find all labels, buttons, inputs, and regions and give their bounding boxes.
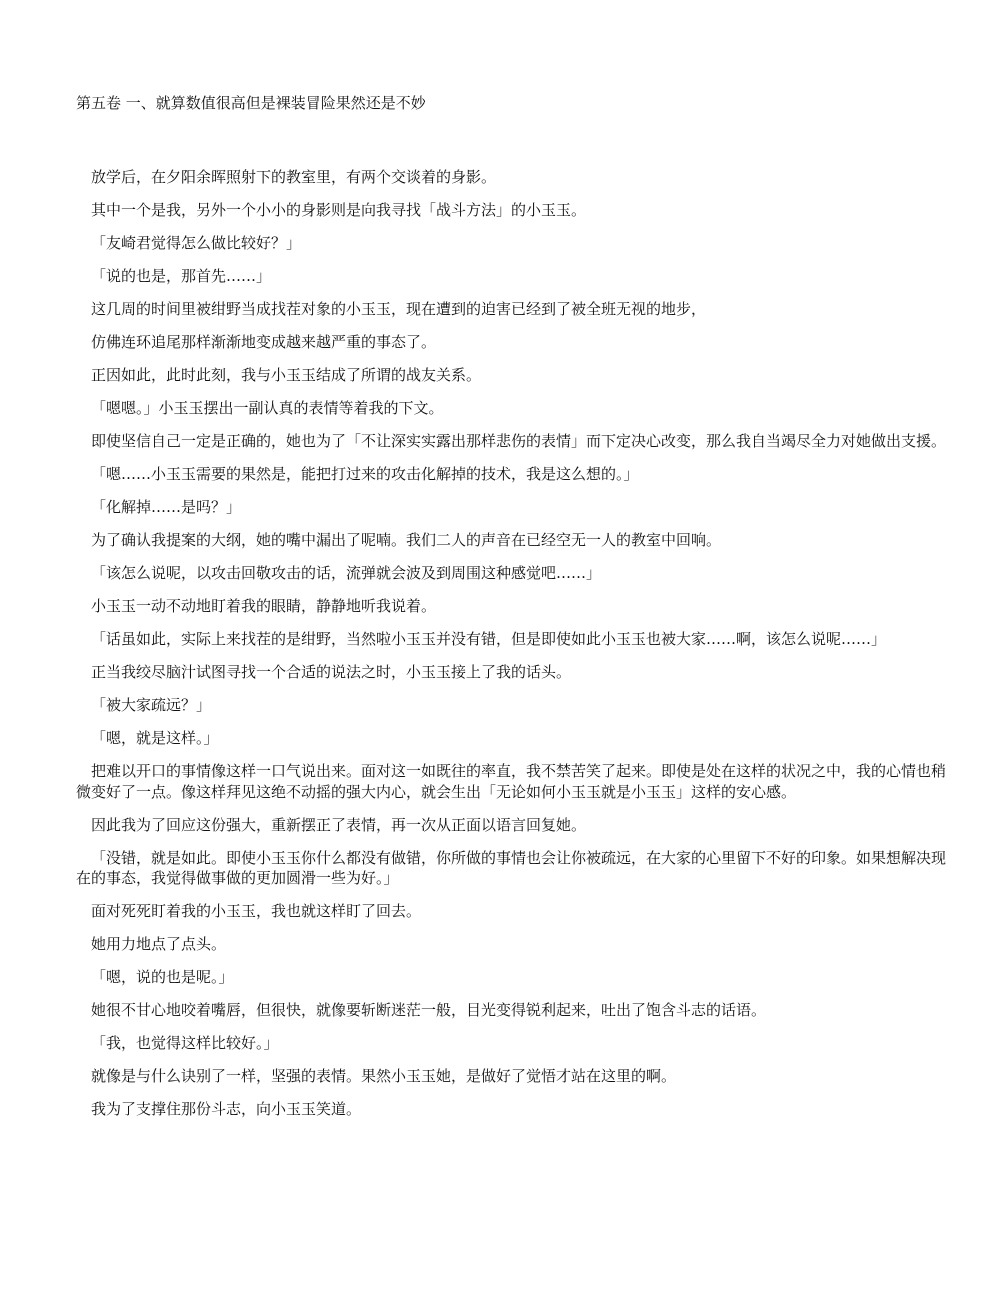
paragraph: 「嗯嗯。」小玉玉摆出一副认真的表情等着我的下文。 (91, 399, 444, 417)
paragraph: 即使坚信自己一定是正确的，她也为了「不让深实实露出那样悲伤的表情」而下定决心改变，那么我自当竭尽全力对她做出支援。 (91, 432, 947, 450)
chapter-title: 第五卷 一、就算数值很高但是裸装冒险果然还是不妙 (76, 94, 426, 112)
paragraph: 她用力地点了点头。 (91, 935, 227, 953)
paragraph: 「被大家疏远？」 (91, 696, 212, 714)
paragraph: 「嗯，就是这样。」 (91, 729, 219, 747)
paragraph: 放学后，在夕阳余晖照射下的教室里，有两个交谈着的身影。 (91, 168, 497, 186)
paragraph: 「化解掉……是吗？」 (91, 498, 242, 516)
paragraph: 因此我为了回应这份强大，重新摆正了表情，再一次从正面以语言回复她。 (91, 815, 587, 834)
paragraph: 仿佛连环追尾那样渐渐地变成越来越严重的事态了。 (91, 333, 437, 351)
paragraph: 「我，也觉得这样比较好。」 (91, 1034, 279, 1052)
paragraph: 「说的也是，那首先……」 (91, 267, 272, 285)
paragraph: 她很不甘心地咬着嘴唇，但很快，就像要斩断迷茫一般，目光变得锐利起来，吐出了饱含斗志的话语。 (91, 1001, 767, 1019)
paragraph: 正因如此，此时此刻，我与小玉玉结成了所谓的战友关系。 (91, 366, 482, 384)
paragraph: 「友崎君觉得怎么做比较好？」 (91, 234, 302, 252)
paragraph: 「嗯……小玉玉需要的果然是，能把打过来的攻击化解掉的技术，我是这么想的。」 (91, 465, 639, 483)
paragraph: 就像是与什么诀别了一样，坚强的表情。果然小玉玉她，是做好了觉悟才站在这里的啊。 (91, 1067, 677, 1085)
paragraph: 「没错，就是如此。即使小玉玉你什么都没有做错，你所做的事情也会让你被疏远，在大家的心里留下不好的印象。如果想解决现在的事态，我觉得做事做的更加圆滑一些为好。」 (76, 848, 947, 887)
paragraph: 小玉玉一动不动地盯着我的眼睛，静静地听我说着。 (91, 597, 437, 615)
paragraph: 正当我绞尽脑汁试图寻找一个合适的说法之时，小玉玉接上了我的话头。 (91, 663, 572, 681)
body-text (76, 167, 946, 1132)
paragraph: 面对死死盯着我的小玉玉，我也就这样盯了回去。 (91, 902, 422, 920)
paragraph: 「嗯，说的也是呢。」 (91, 968, 234, 986)
paragraph: 把难以开口的事情像这样一口气说出来。面对这一如既往的率直，我不禁苦笑了起来。即使是处在这样的状况之中，我的心情也稍微变好了一点。像这样拜见这绝不动摇的强大内心，就会生出「无论如何小玉玉就是小玉玉」这样的安心感。 (76, 762, 947, 801)
paragraph: 「话虽如此，实际上来找茬的是绀野，当然啦小玉玉并没有错，但是即使如此小玉玉也被大家……啊，该怎么说呢……」 (91, 630, 887, 648)
paragraph: 为了确认我提案的大纲，她的嘴中漏出了呢喃。我们二人的声音在已经空无一人的教室中回响。 (91, 531, 722, 549)
paragraph: 其中一个是我，另外一个小小的身影则是向我寻找「战斗方法」的小玉玉。 (91, 201, 587, 219)
paragraph: 这几周的时间里被绀野当成找茬对象的小玉玉，现在遭到的迫害已经到了被全班无视的地步， (91, 300, 707, 318)
paragraph: 「该怎么说呢，以攻击回敬攻击的话，流弹就会波及到周围这种感觉吧……」 (91, 564, 602, 582)
paragraph: 我为了支撑住那份斗志，向小玉玉笑道。 (91, 1100, 362, 1118)
